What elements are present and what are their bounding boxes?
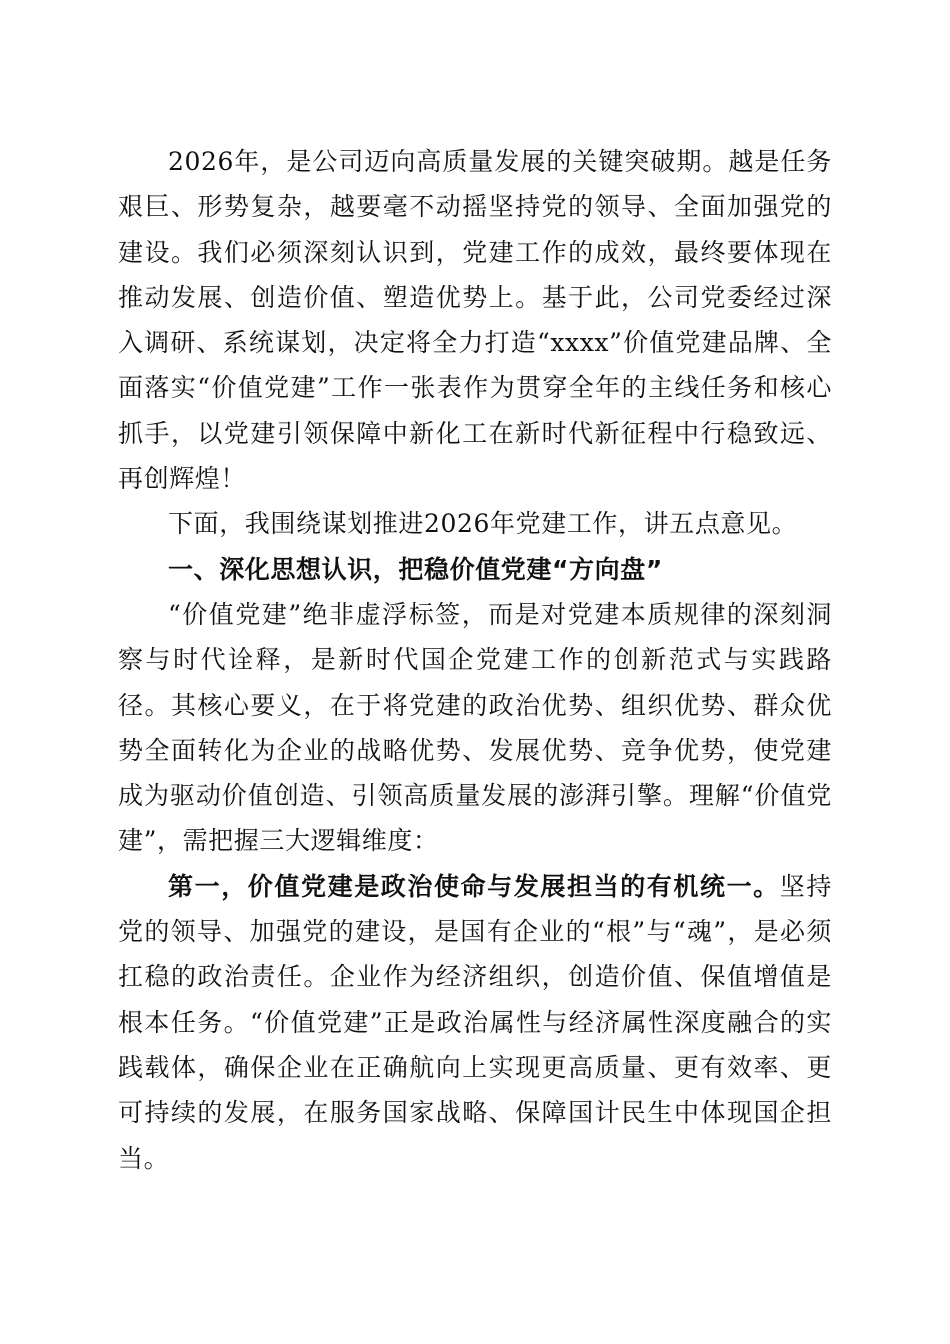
paragraph-outline: 下面，我围绕谋划推进2026年党建工作，讲五点意见。: [168, 509, 798, 539]
first-point-body: 坚持党的领导、加强党的建设，是国有企业的“根”与“魂”，是必须扛稳的政治责任。企业作为经济组织，创造价值、保值增值是根本任务。“价值党建”正是政治属性与经济属性深度融合的实践载体，确保企业在正确航向上实现更高质量、更有效率、更可持续的发展，在服务国家战略、保障国计民生中体现国企担当。: [118, 871, 832, 1173]
section-heading-1: 一、深化思想认识，把稳价值党建“方向盘”: [168, 554, 663, 584]
body-text: [118, 139, 832, 1181]
paragraph-intro: 2026年，是公司迈向高质量发展的关键突破期。越是任务艰巨、形势复杂，越要毫不动摇坚持党的领导、全面加强党的建设。我们必须深刻认识到，党建工作的成效，最终要体现在推动发展、创造价值、塑造优势上。基于此，公司党委经过深入调研、系统谋划，决定将全力打造“xxxx”价值党建品牌、全面落实“价值党建”工作一张表作为贯穿全年的主线任务和核心抓手，以党建引领保障中新化工在新时代新征程中行稳致远、再创辉煌！: [118, 147, 832, 494]
first-point-lead: 第一，价值党建是政治使命与发展担当的有机统一。: [168, 871, 780, 901]
paragraph-value-party-building: “价值党建”绝非虚浮标签，而是对党建本质规律的深刻洞察与时代诠释，是新时代国企党建工作的创新范式与实践路径。其核心要义，在于将党建的政治优势、组织优势、群众优势全面转化为企业的战略优势、发展优势、竞争优势，使党建成为驱动价值创造、引领高质量发展的澎湃引擎。理解“价值党建”，需把握三大逻辑维度：: [118, 599, 832, 856]
paragraph-first-point: [118, 864, 832, 1181]
